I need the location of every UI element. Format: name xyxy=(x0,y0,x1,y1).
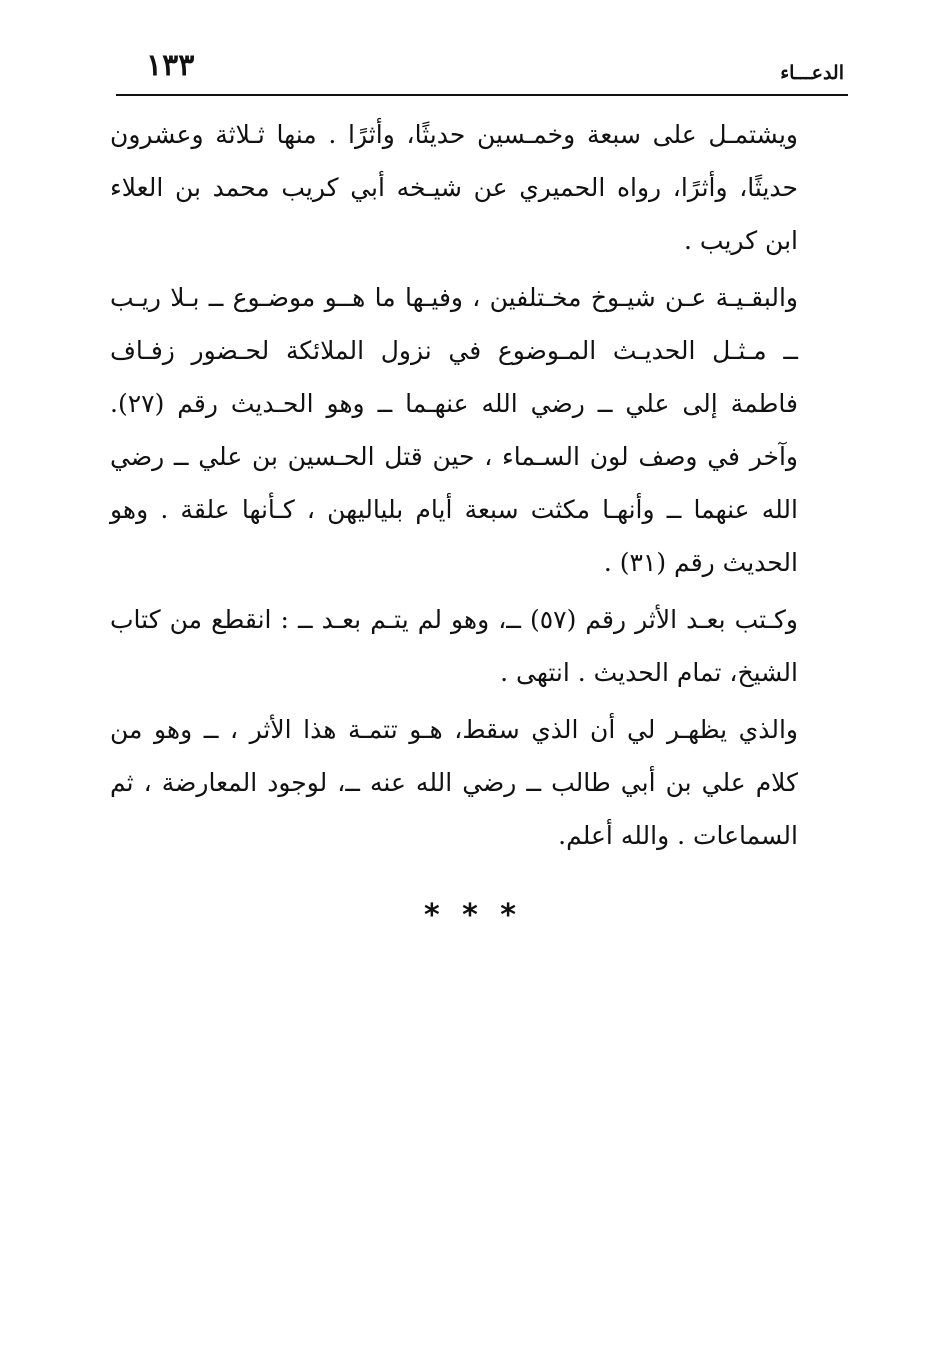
page-header xyxy=(116,44,848,96)
page-number: ١٣٣ xyxy=(146,48,195,83)
paragraph-2: والبقـيـة عـن شيـوخ مخـتلفين ، وفيـها ما هــو موضـوع ــ بـلا ريـب ــ مـثـل الحديـث المـوضوع في نزول الملائكة لحـضور زفـاف فاطمة إلى علي ــ رضي الله عنهـما ــ وهو الحـديث رقم (٢٧). وآخر في وصف لون السـماء ، حين قتل الحـسين بن علي ــ رضي الله عنهما ــ وأنهـا مكثت سبعة أيام بلياليهن ، كـأنها علقة . وهو الحديث رقم (٣١) . xyxy=(110,283,798,577)
section-separator: * * * xyxy=(424,898,522,933)
paragraph-1: ويشتمـل على سبعة وخمـسين حديثًا، وأثرًا . منها ثـلاثة وعشرون حديثًا، وأثرًا، رواه الحميري عن شيـخه أبي كريب محمد بن العلاء ابن كريب . xyxy=(110,120,798,255)
paragraph-3: وكـتب بعـد الأثر رقم (٥٧) ــ، وهو لم يتـم بعـد ــ : انقطع من كتاب الشيخ، تمام الحديث . انتهى . xyxy=(110,605,799,687)
paragraph-4: والذي يظهـر لي أن الذي سقط، هـو تتمـة هذا الأثر ، ــ وهو من كلام علي بن أبي طالب ــ رضي الله عنه ــ، لوجود المعارضة ، ثم السماعات . والله أعلم. xyxy=(110,715,798,850)
body-text xyxy=(110,108,798,866)
running-title: الدعـــاء xyxy=(780,62,844,84)
